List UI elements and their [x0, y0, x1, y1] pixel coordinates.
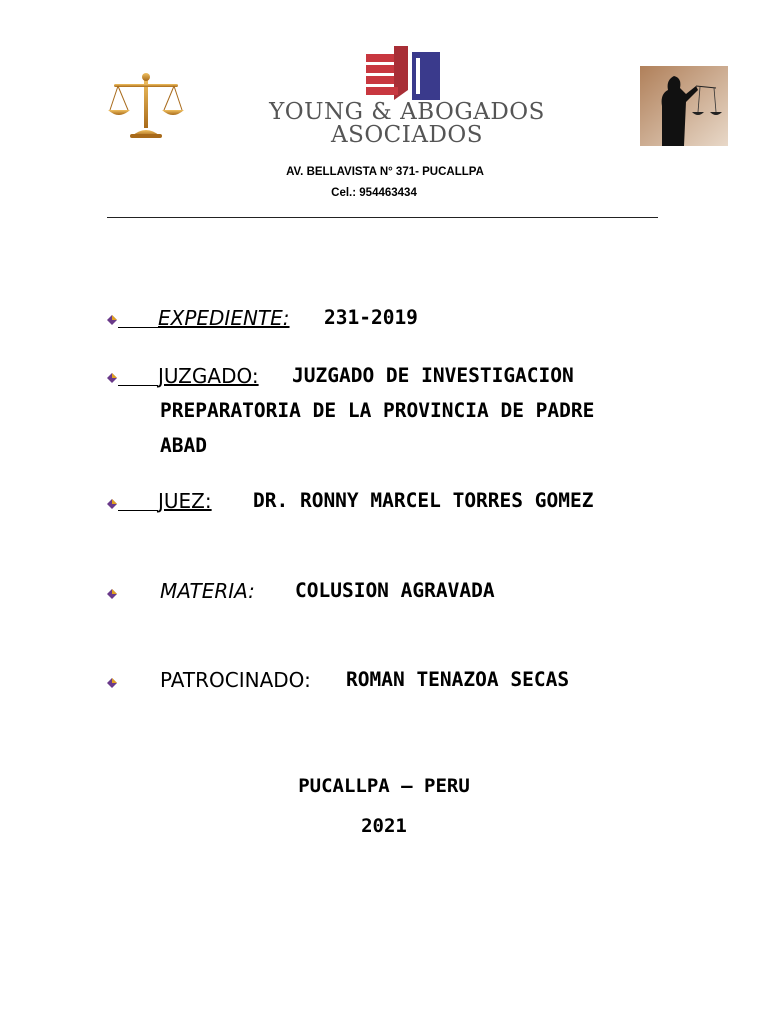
- juez-value: DR. RONNY MARCEL TORRES GOMEZ: [253, 489, 594, 512]
- underline-lead: [118, 489, 158, 511]
- expediente-label: EXPEDIENTE:: [158, 306, 290, 330]
- header-divider: [107, 217, 658, 218]
- scales-of-justice-icon: [106, 70, 186, 140]
- juzgado-value-line3: ABAD: [160, 434, 207, 457]
- place: PUCALLPA – PERU: [298, 775, 470, 797]
- bullet-icon: [106, 372, 118, 384]
- expediente-row: [118, 306, 290, 330]
- juez-label: JUEZ:: [158, 489, 212, 513]
- materia-label: MATERIA:: [160, 579, 255, 603]
- year: 2021: [361, 815, 407, 837]
- juzgado-label: JUZGADO:: [158, 364, 259, 388]
- firm-address: AV. BELLAVISTA N° 371- PUCALLPA: [286, 166, 484, 178]
- juzgado-row: [118, 364, 259, 388]
- patrocinado-label: PATROCINADO:: [160, 668, 311, 692]
- firm-name-line1: YOUNG & ABOGADOS: [269, 99, 545, 125]
- bullet-icon: [106, 314, 118, 326]
- patrocinado-value: ROMAN TENAZOA SECAS: [346, 668, 570, 691]
- firm-name-line2: ASOCIADOS: [330, 122, 484, 148]
- juzgado-value-line1: JUZGADO DE INVESTIGACION: [292, 364, 574, 387]
- bullet-icon: [106, 588, 118, 600]
- expediente-value: 231-2019: [324, 306, 418, 329]
- juez-row: [118, 489, 212, 513]
- underline-lead: [118, 364, 158, 386]
- bullet-icon: [106, 677, 118, 689]
- firm-phone: Cel.: 954463434: [331, 187, 417, 199]
- lady-justice-icon: [640, 66, 728, 146]
- underline-lead: [118, 306, 158, 328]
- bullet-icon: [106, 498, 118, 510]
- juzgado-value-line2: PREPARATORIA DE LA PROVINCIA DE PADRE: [160, 399, 595, 422]
- firm-logo: [364, 44, 442, 102]
- materia-value: COLUSION AGRAVADA: [295, 579, 495, 602]
